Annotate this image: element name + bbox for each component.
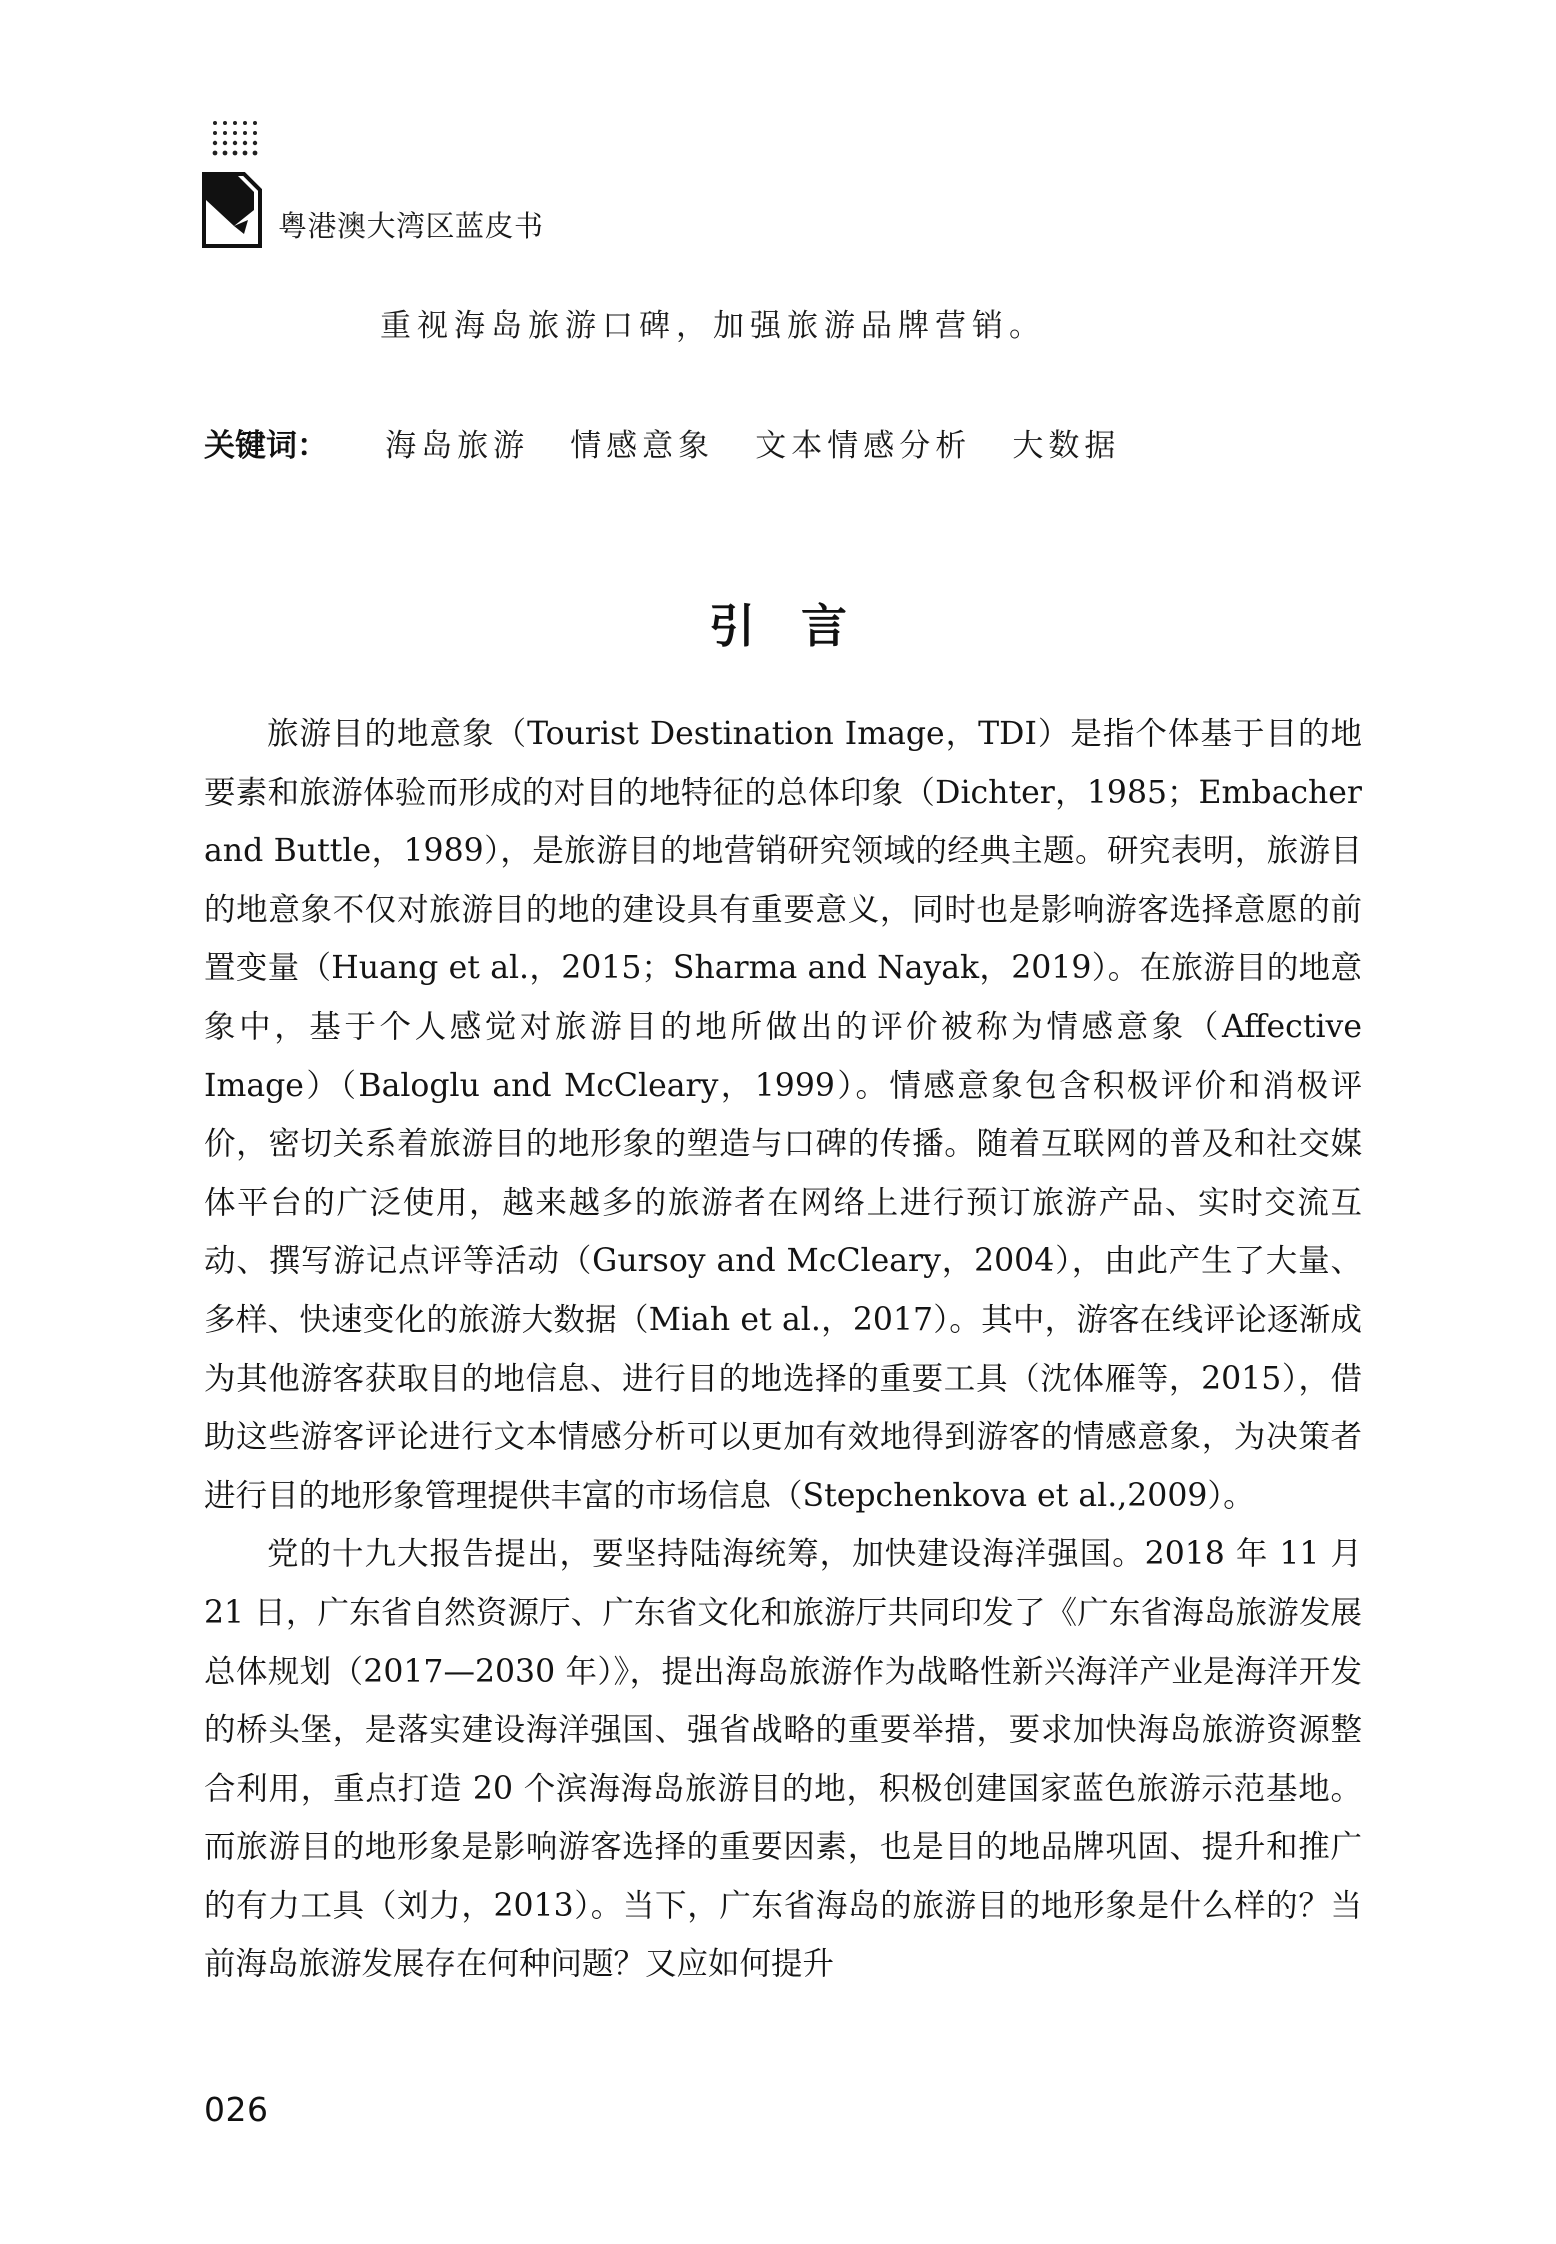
keywords-label: 关键词：: [204, 428, 328, 464]
abstract-tail: 重视海岛旅游口碑，加强旅游品牌营销。: [380, 308, 1046, 344]
paragraph: 党的十九大报告提出，要坚持陆海统筹，加快建设海洋强国。2018 年 11 月 21 日，广东省自然资源厅、广东省文化和旅游厅共同印发了《广东省海岛旅游发展总体规划（2017—2030 年）》，提出海岛旅游作为战略性新兴海洋产业是海洋开发的桥头堡，是落实建设海洋强国、强省战略的重要举措，要求加快海岛旅游资源整合利用，重点打造 20 个滨海海岛旅游目的地，积极创建国家蓝色旅游示范基地。而旅游目的地形象是影响游客选择的重要因素，也是目的地品牌巩固、提升和推广的有力工具（刘力，2013）。当下，广东省海岛的旅游目的地形象是什么样的？当前海岛旅游发展存在何种问题？又应如何提升: [204, 1536, 1362, 1983]
keyword-item: 大数据: [1012, 428, 1121, 464]
keyword-item: 海岛旅游: [385, 428, 530, 464]
running-header: [200, 120, 600, 260]
book-series-title: 粤港澳大湾区蓝皮书: [278, 209, 544, 243]
keywords-line: [204, 420, 1156, 465]
keyword-item: 情感意象: [570, 428, 715, 464]
paragraph: 旅游目的地意象（Tourist Destination Image，TDI）是指个体基于目的地要素和旅游体验而形成的对目的地特征的总体印象（Dichter，1985；Embacher and Buttle，1989），是旅游目的地营销研究领域的经典主题。研究表明，旅游目的地意象不仅对旅游目的地的建设具有重要意义，同时也是影响游客选择意愿的前置变量（Huang et al.，2015；Sharma and Nayak，2019）。在旅游目的地意象中，基于个人感觉对旅游目的地所做出的评价被称为情感意象（Affective Image）（Baloglu and McCleary，1999）。情感意象包含积极评价和消极评价，密切关系着旅游目的地形象的塑造与口碑的传播。随着互联网的普及和社交媒体平台的广泛使用，越来越多的旅游者在网络上进行预订旅游产品、实时交流互动、撰写游记点评等活动（Gursoy and McCleary，2004），由此产生了大量、多样、快速变化的旅游大数据（Miah et al.，2017）。其中，游客在线评论逐渐成为其他游客获取目的地信息、进行目的地选择的重要工具（沈体雁等，2015），借助这些游客评论进行文本情感分析可以更加有效地得到游客的情感意象，为决策者进行目的地形象管理提供丰富的市场信息（Stepchenkova et al.,2009）。: [204, 716, 1362, 1514]
section-title: 引言: [709, 599, 893, 653]
body-text: [204, 705, 1362, 1994]
keyword-item: 文本情感分析: [755, 428, 972, 464]
book-series-logo-icon: [200, 170, 264, 250]
page-number: 026: [204, 2090, 269, 2129]
dot-grid-icon: [212, 120, 262, 162]
